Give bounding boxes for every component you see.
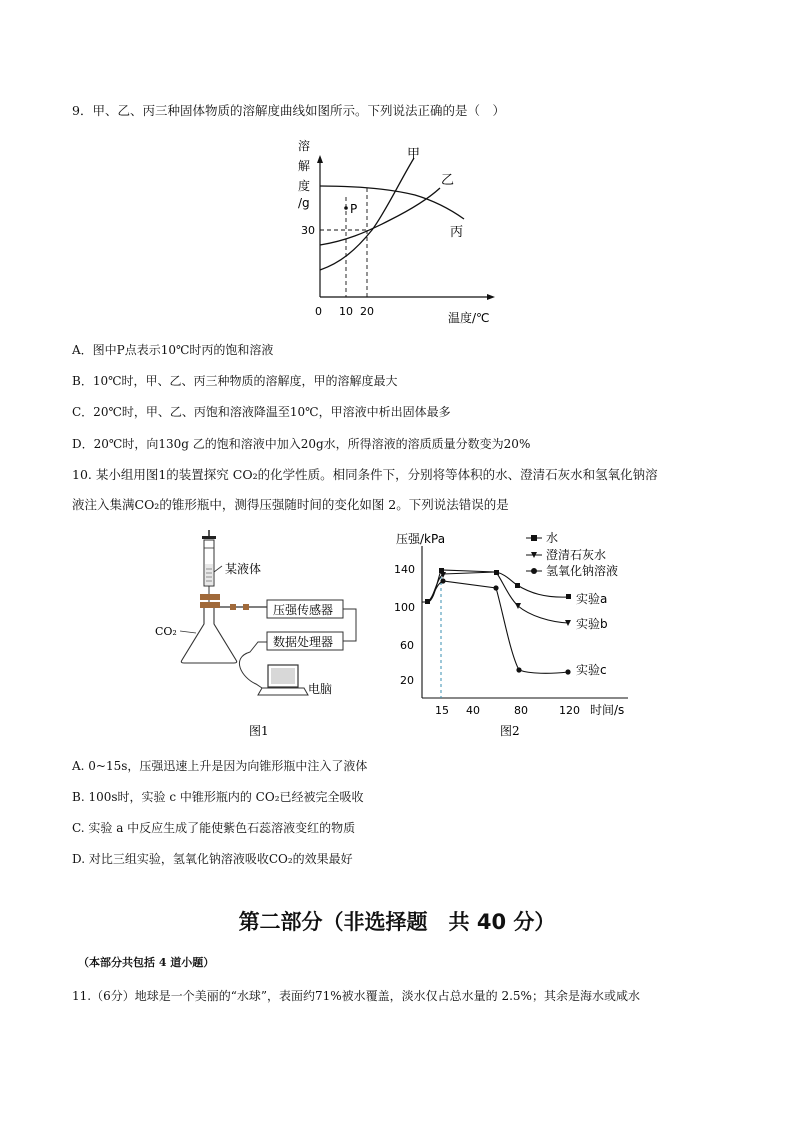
solubility-chart [290, 133, 510, 328]
legend-marker-square [531, 535, 537, 541]
legend [526, 530, 618, 578]
x-tick-15: 15 [435, 704, 449, 717]
pressure-chart [390, 528, 660, 743]
series-c-point [440, 578, 445, 583]
part2-title: 第二部分（非选择题 共 40 分） [238, 910, 556, 934]
x-tick-120: 120 [559, 704, 580, 717]
sensor-label: 压强传感器 [273, 603, 334, 617]
legend-naoh: 氢氧化钠溶液 [546, 564, 619, 578]
y-tick-100: 100 [394, 601, 415, 614]
q9-option-b: B．10℃时，甲、乙、丙三种物质的溶解度，甲的溶解度最大 [72, 374, 398, 388]
x-axis-arrow [487, 294, 495, 300]
processor-label: 数据处理器 [273, 635, 334, 649]
legend-limewater: 澄清石灰水 [546, 548, 607, 562]
curve-bing [320, 186, 464, 219]
y-label: 压强/kPa [396, 532, 446, 546]
q10-option-a: A. 0~15s，压强迅速上升是因为向锥形瓶中注入了液体 [72, 759, 368, 773]
curve-label-jia: 甲 [407, 147, 421, 162]
x-tick-80: 80 [514, 704, 528, 717]
series-a-label: 实验a [576, 592, 608, 606]
y-tick-30: 30 [301, 224, 315, 237]
q11-stem: 11.（6分）地球是一个美丽的“水球”，表面约71%被水覆盖，淡水仅占总水量的 2.5%；其余是海水或咸水 [72, 989, 640, 1003]
q9-option-c: C．20℃时，甲、乙、丙饱和溶液降温至10℃，甲溶液中析出固体最多 [72, 405, 451, 419]
fig2-caption: 图2 [500, 724, 520, 738]
y-tick-140: 140 [394, 563, 415, 576]
curve-label-bing: 丙 [450, 225, 464, 240]
y-label-char-1: 溶 [298, 139, 311, 153]
legend-water: 水 [546, 531, 559, 545]
x-tick-10: 10 [339, 305, 353, 318]
x-tick-20: 20 [360, 305, 374, 318]
series-c-point [493, 585, 498, 590]
series-c-point [516, 667, 521, 672]
part2-note: （本部分共包括 4 道小题） [78, 956, 215, 969]
y-label-char-3: 度 [298, 179, 311, 193]
y-axis-arrow [317, 155, 323, 163]
y-tick-20: 20 [400, 674, 414, 687]
x-label: 时间/s [590, 703, 625, 717]
liquid-label: 某液体 [225, 562, 262, 576]
q10-stem-line2: 液注入集满CO₂的锥形瓶中，测得压强随时间的变化如图 2。下列说法错误的是 [72, 497, 509, 512]
q9-stem: 9．甲、乙、丙三种固体物质的溶解度曲线如图所示。下列说法正确的是（ ） [72, 103, 505, 118]
y-tick-60: 60 [400, 639, 414, 652]
point-p-label: P [350, 202, 358, 216]
x-tick-0: 0 [315, 305, 322, 318]
q10-option-c: C. 实验 a 中反应生成了能使紫色石蕊溶液变红的物质 [72, 821, 356, 835]
series-c-point [565, 669, 570, 674]
apparatus-figure [150, 528, 375, 743]
series-c-label: 实验c [576, 663, 607, 677]
x-tick-40: 40 [466, 704, 480, 717]
series-a-point [515, 583, 520, 588]
fig1-caption: 图1 [249, 724, 269, 738]
series-b-label: 实验b [576, 617, 608, 631]
y-label-char-2: 解 [298, 159, 311, 173]
q9-option-a: A．图中P点表示10℃时丙的饱和溶液 [72, 343, 274, 357]
q9-option-d: D．20℃时，向130g 乙的饱和溶液中加入20g水，所得溶液的溶质质量分数变为20% [72, 437, 531, 451]
gas-label: CO₂ [155, 625, 177, 638]
q10-option-d: D. 对比三组实验，氢氧化钠溶液吸收CO₂的效果最好 [72, 852, 353, 866]
point-p [344, 206, 348, 210]
curve-yi [320, 188, 440, 245]
computer-label: 电脑 [308, 682, 333, 696]
curve-label-yi: 乙 [441, 173, 455, 188]
x-label: 温度/℃ [448, 311, 490, 325]
series-a-point [566, 594, 571, 599]
q10-stem-line1: 10. 某小组用图1的装置探究 CO₂的化学性质。相同条件下，分别将等体积的水、澄清石灰水和氢氧化钠溶 [72, 467, 658, 482]
legend-marker-circle [531, 568, 537, 574]
q10-option-b: B. 100s时，实验 c 中锥形瓶内的 CO₂已经被完全吸收 [72, 790, 364, 804]
series-c-line [428, 581, 568, 673]
y-label-char-4: /g [298, 196, 310, 210]
